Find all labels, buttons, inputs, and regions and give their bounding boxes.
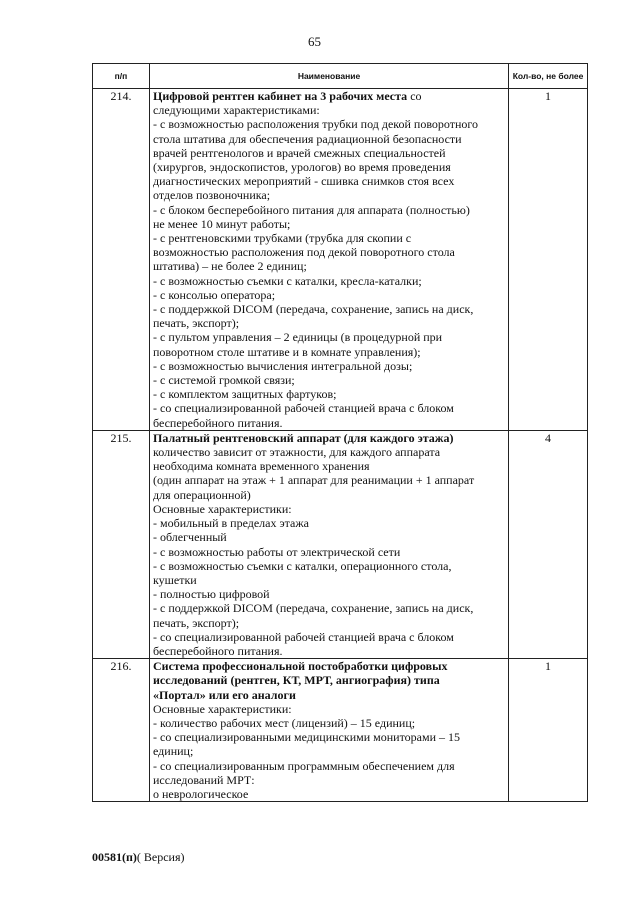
row-line: для операционной) <box>153 487 251 502</box>
row-line: - с комплектом защитных фартуков; <box>153 387 337 402</box>
row-line: - с пультом управления – 2 единицы (в процедурной при <box>153 330 443 345</box>
row-line: диагностических мероприятий - сшивка снимков стоя всех <box>153 174 455 189</box>
row-line: - с возможностью вычисления интегральной дозы; <box>153 358 413 373</box>
row-line: Основные характеристики: <box>153 501 292 516</box>
col-header-qty: Кол-во, не более <box>509 64 588 89</box>
row-line: o неврологическое <box>153 786 249 801</box>
row-line: - с возможностью съемки с каталки, операционного стола, <box>153 558 452 573</box>
col-header-name: Наименование <box>150 64 509 89</box>
row-line: (хирургов, эндоскопистов, урологов) во время проведения <box>153 160 451 175</box>
row-line: - полностью цифровой <box>153 587 270 602</box>
row-title-suffix: со <box>407 89 422 103</box>
row-line: бесперебойного питания. <box>153 643 283 658</box>
document-version: ( Версия) <box>136 850 185 864</box>
row-line: Основные характеристики: <box>153 701 292 716</box>
row-line: - с поддержкой DICOM (передача, сохранение, запись на диск, <box>153 302 474 317</box>
row-line: (один аппарат на этаж + 1 аппарат для реанимации + 1 аппарат <box>153 473 475 488</box>
row-line: бесперебойного питания. <box>153 415 283 430</box>
page-number: 65 <box>308 34 321 49</box>
row-line: не менее 10 минут работы; <box>153 216 291 231</box>
row-quantity: 4 <box>509 430 588 658</box>
row-line: необходима комната временного хранения <box>153 459 370 474</box>
row-line: следующими характеристиками: <box>153 103 320 118</box>
row-line: - с возможностью расположения трубки под декой поворотного <box>153 117 479 132</box>
document-code: 00581(п) <box>92 850 137 864</box>
row-line: врачей рентгенологов и врачей смежных специальностей <box>153 145 446 160</box>
table-row <box>93 659 588 802</box>
row-title-line: исследований (рентген, КТ, МРТ, ангиография) типа <box>153 673 440 688</box>
row-line: возможностью расположения под декой поворотного стола <box>153 245 455 260</box>
row-line: - с возможностью съемки с каталки, кресла-каталки; <box>153 273 422 288</box>
row-quantity: 1 <box>509 89 588 431</box>
row-line: поворотном столе штативе и в комнате управления); <box>153 344 421 359</box>
row-line: - облегченный <box>153 530 227 545</box>
table-row <box>93 89 588 431</box>
footer <box>92 850 185 865</box>
row-line: - со специализированным программным обеспечением для <box>153 758 455 773</box>
row-number: 216. <box>93 659 150 802</box>
row-quantity: 1 <box>509 659 588 802</box>
row-line: печать, экспорт); <box>153 316 240 331</box>
row-line: - с системой громкой связи; <box>153 373 295 388</box>
row-title-line: «Портал» или его аналоги <box>153 687 296 702</box>
row-title-line: Система профессиональной постобработки цифровых <box>153 659 448 674</box>
row-number: 215. <box>93 430 150 658</box>
row-line: печать, экспорт); <box>153 615 240 630</box>
row-line: - с консолью оператора; <box>153 287 276 302</box>
row-description <box>150 89 509 431</box>
row-line: исследований МРТ: <box>153 772 255 787</box>
row-line: - количество рабочих мест (лицензий) – 15 единиц; <box>153 715 416 730</box>
row-line: кушетки <box>153 572 197 587</box>
row-line: - со специализированной рабочей станцией врача с блоком <box>153 401 454 416</box>
row-title: Цифровой рентген кабинет на 3 рабочих места <box>153 89 408 103</box>
table-row <box>93 430 588 658</box>
row-line: - с возможностью работы от электрической сети <box>153 544 401 559</box>
row-line: количество зависит от этажности, для каждого аппарата <box>153 445 441 460</box>
row-line: - с блоком бесперебойного питания для аппарата (полностью) <box>153 202 470 217</box>
row-line: штатива) – не более 2 единиц; <box>153 259 307 274</box>
table-header-row <box>93 64 588 89</box>
col-header-number: п/п <box>93 64 150 89</box>
row-line: стола штатива для обеспечения радиационной безопасности <box>153 131 462 146</box>
row-line: - со специализированными медицинскими мониторами – 15 <box>153 730 461 745</box>
row-line: - мобильный в пределах этажа <box>153 516 309 531</box>
row-line: - с поддержкой DICOM (передача, сохранение, запись на диск, <box>153 601 474 616</box>
row-description <box>150 659 509 802</box>
row-line: отделов позвоночника; <box>153 188 271 203</box>
row-title: Палатный рентгеновский аппарат (для каждого этажа) <box>153 430 454 445</box>
row-line: единиц; <box>153 744 194 759</box>
row-line: - со специализированной рабочей станцией врача с блоком <box>153 629 454 644</box>
row-number: 214. <box>93 89 150 431</box>
row-description <box>150 430 509 658</box>
row-line: - с рентгеновскими трубками (трубка для скопии с <box>153 231 412 246</box>
spec-table <box>92 63 588 802</box>
